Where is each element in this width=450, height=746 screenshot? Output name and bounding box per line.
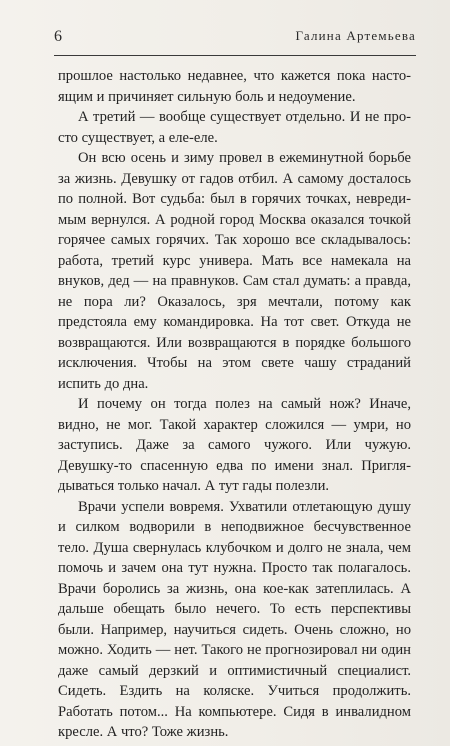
page-number: 6 <box>54 28 63 45</box>
paragraph-5: Врачи успели вовремя. Ухватили отлетающую душу и силком водворили в неподвижное бесчувственное тело. Душа свернулась клубочком и долго не знала, чем помочь и зачем она тут нужна. Просто так полагалось. Врачи боролись за жизнь, она кое-как затеплилась. А дальше обещать было нечего. То есть перспективы были. Например, научиться сидеть. Очень сложно, но можно. Ходить — нет. Такого не прогнозировал ни один даже самый дерзкий и оптимистичный специалист. Сидеть. Ездить на коляске. Учиться продолжить. Работать потом... На компьютере. Сидя в инвалидном кресле. А что? Тоже жизнь. <box>58 498 411 740</box>
paragraph-4: И почему он тогда полез на самый нож? Иначе, видно, не мог. Такой характер сложился — умри, но заступись. Даже за самого чужого. Или чужую. Девушку-то спасенную едва по имени знал. Приглядываться только начал. А тут гады полезли. <box>58 396 411 494</box>
paragraph-1: прошлое настолько недавнее, что кажется пока настоящим и причиняет сильную боль и недоумение. <box>58 68 411 105</box>
paragraph-2: А третий — вообще существует отдельно. И не просто существует, а еле-еле. <box>58 109 411 146</box>
body-text <box>58 66 411 743</box>
header-rule <box>54 55 416 56</box>
paragraph-3: Он всю осень и зиму провел в ежеминутной борьбе за жизнь. Девушку от гадов отбил. А самому досталось по полной. Вот судьба: был в горячих точках, невредимым вернулся. А родной город Москва оказался точкой горячее самых горячих. Так хорошо все складывалось: работа, третий курс универа. Мать все намекала на внуков, дед — на правнуков. Сам стал думать: а правда, не пора ли? Оказалось, зря мечтали, потому как предстояла ему командировка. На тот свет. Откуда не возвращаются. Или возвращаются в порядке большого исключения. Чтобы на этом свете чашу страданий испить до дна. <box>58 150 411 392</box>
page-header <box>54 28 416 48</box>
running-head-author: Галина Артемьева <box>295 28 416 43</box>
